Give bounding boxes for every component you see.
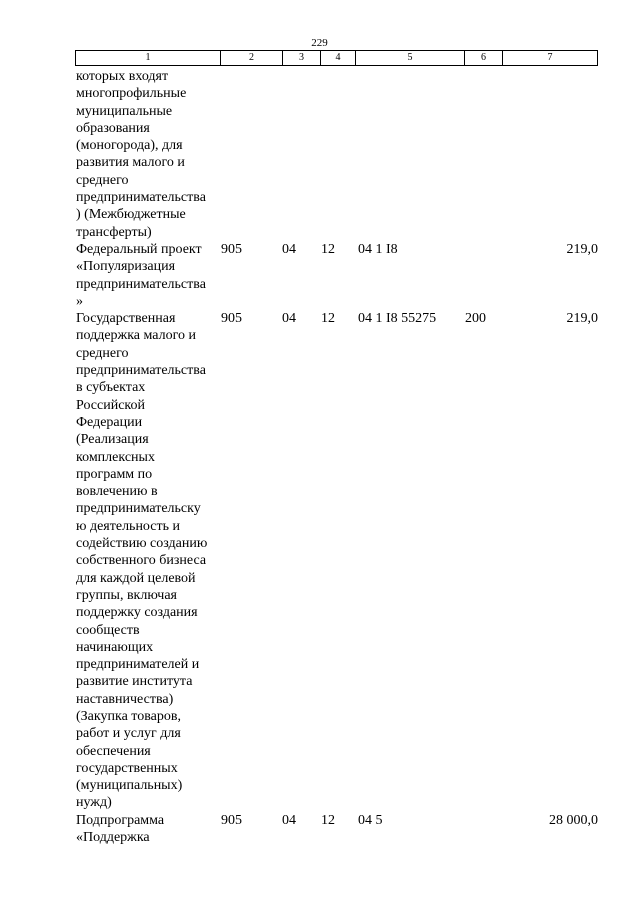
row-name-line: предпринимательства <box>76 276 206 292</box>
row-name-line: государственных <box>76 760 178 776</box>
row-name-cell <box>76 310 221 812</box>
column-header-4: 4 <box>321 51 356 65</box>
row-name-line: (Закупка товаров, <box>76 708 181 724</box>
column-header-3: 3 <box>283 51 321 65</box>
column-header-6: 6 <box>465 51 503 65</box>
row-col4-cell: 12 <box>321 812 335 828</box>
row-name-line: предпринимательства <box>76 363 206 379</box>
row-col2-cell: 905 <box>221 241 242 257</box>
row-col7-cell: 219,0 <box>566 241 598 257</box>
row-name-line: предпринимательску <box>76 501 201 517</box>
row-name-line: в субъектах <box>76 380 146 396</box>
column-header-2: 2 <box>221 51 283 65</box>
row-name-line: для каждой целевой <box>76 570 196 586</box>
row-name-line: нужд) <box>76 795 112 811</box>
row-name-line: (моногорода), для <box>76 138 183 154</box>
row-name-line: (муниципальных) <box>76 778 183 794</box>
column-header-5: 5 <box>356 51 465 65</box>
column-header-7: 7 <box>547 52 553 63</box>
row-col2-cell: 905 <box>221 311 242 327</box>
row-name-line: предпринимательства <box>76 190 206 206</box>
row-name-line: (Реализация <box>76 432 149 448</box>
row-name-line: трансферты) <box>76 224 152 240</box>
row-name-line: наставничества) <box>76 691 174 707</box>
row-col2-cell: 905 <box>221 812 242 828</box>
row-col5-cell: 04 5 <box>358 812 383 828</box>
row-name-line: развитие института <box>76 674 193 690</box>
row-col7-cell: 219,0 <box>566 311 598 327</box>
row-name-line: многопрофильные <box>76 86 187 102</box>
row-name-line: вовлечению в <box>76 484 158 500</box>
row-name-line: группы, включая <box>76 587 177 603</box>
row-name-line: программ по <box>76 466 153 482</box>
row-name-line: развития малого и <box>76 155 185 171</box>
row-name-cell <box>76 68 221 241</box>
row-name-line: среднего <box>76 345 129 361</box>
row-name-line: комплексных <box>76 449 155 465</box>
row-name-line: ю деятельность и <box>76 518 180 534</box>
column-header-1: 1 <box>76 51 221 65</box>
table-row <box>76 812 598 847</box>
row-col7-cell: 28 000,0 <box>549 812 598 828</box>
row-name-line: ) (Межбюджетные <box>76 207 186 223</box>
row-col3-cell: 04 <box>282 311 296 327</box>
row-name-line: собственного бизнеса <box>76 553 207 569</box>
row-name-line: Государственная <box>76 311 176 327</box>
row-name-line: Федеральный проект <box>76 241 202 257</box>
table-row <box>76 310 598 812</box>
row-name-line: обеспечения <box>76 743 151 759</box>
row-col4-cell: 12 <box>321 241 335 257</box>
row-name-line: Российской <box>76 397 145 413</box>
row-col6-cell: 200 <box>465 311 486 327</box>
table-row <box>76 241 598 310</box>
row-name-line: среднего <box>76 172 129 188</box>
row-name-line: Федерации <box>76 414 143 430</box>
row-name-line: образования <box>76 120 150 136</box>
table-header-row <box>75 50 598 66</box>
row-name-line: поддержку создания <box>76 605 198 621</box>
row-name-line: содействию созданию <box>76 536 208 552</box>
row-name-line: предпринимателей и <box>76 657 200 673</box>
table-body <box>76 68 598 846</box>
row-name-line: сообществ <box>76 622 140 638</box>
row-name-line: «Поддержка <box>76 830 150 846</box>
row-name-line: работ и услуг для <box>76 726 181 742</box>
row-name-line: которых входят <box>76 69 169 84</box>
row-col3-cell: 04 <box>282 241 296 257</box>
page-number: 229 <box>311 37 328 49</box>
row-name-line: «Популяризация <box>76 259 176 275</box>
row-col3-cell: 04 <box>282 812 296 828</box>
row-name-line: муниципальные <box>76 103 173 119</box>
row-name-line: поддержка малого и <box>76 328 196 344</box>
row-name-cell <box>76 812 221 847</box>
row-name-line: Подпрограмма <box>76 812 165 828</box>
row-col5-cell: 04 1 I8 55275 <box>358 311 437 327</box>
row-col4-cell: 12 <box>321 311 335 327</box>
row-name-line: начинающих <box>76 639 154 655</box>
row-col5-cell: 04 1 I8 <box>358 241 398 257</box>
table-row <box>76 68 598 241</box>
row-name-line: » <box>76 293 83 309</box>
row-name-cell <box>76 241 221 310</box>
